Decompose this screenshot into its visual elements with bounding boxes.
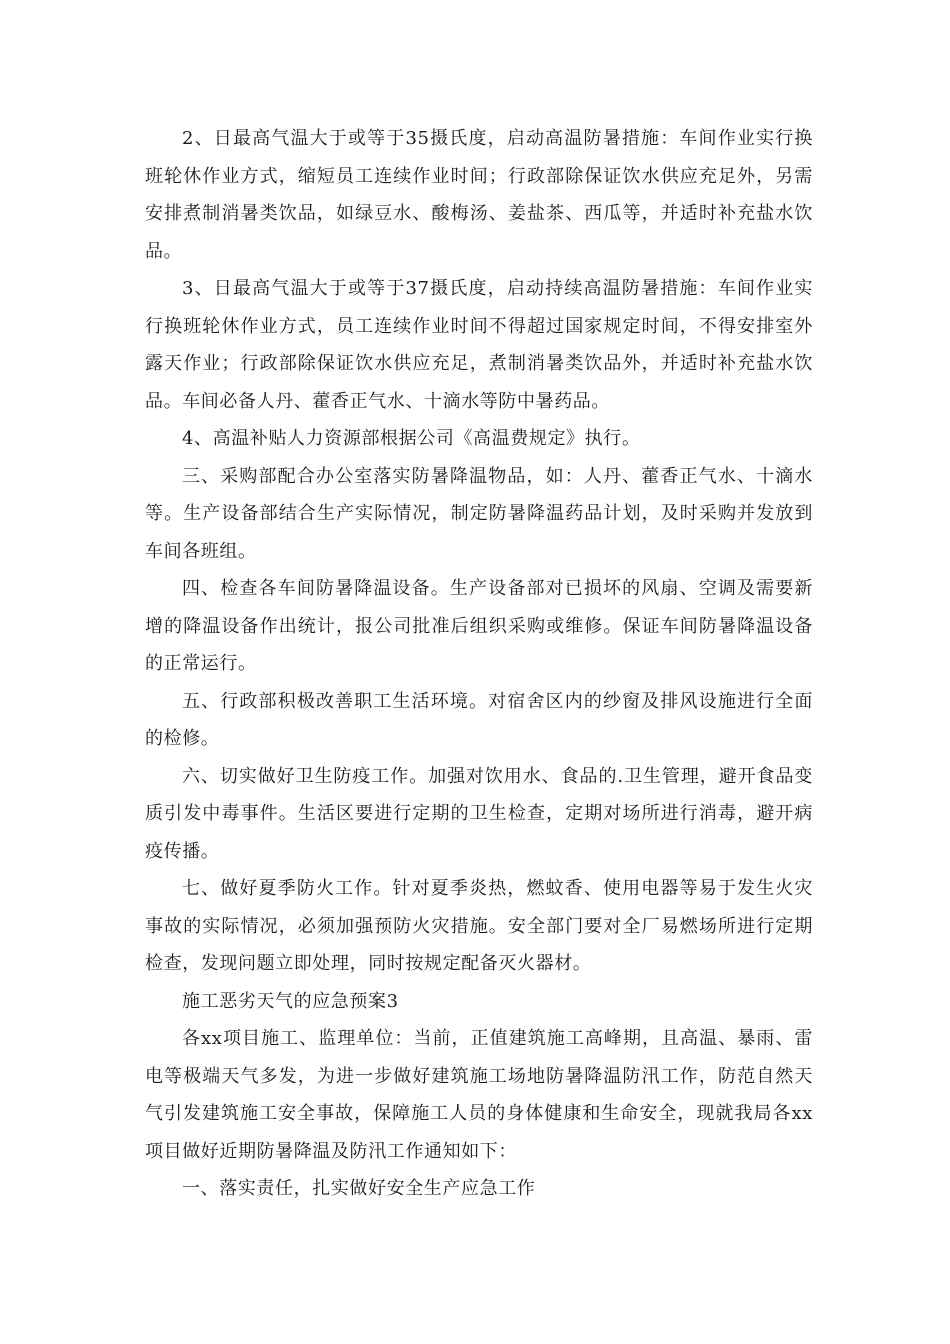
paragraph-responsibility: 一、落实责任，扎实做好安全生产应急工作 xyxy=(182,1178,536,1199)
paragraph-hygiene: 六、切实做好卫生防疫工作。加强对饮用水、食品的.卫生管理，避开食品变质引发中毒事件。生活区要进行定期的卫生检查，定期对场所进行消毒，避开病疫传播。 xyxy=(145,765,813,862)
paragraph-high-temp-subsidy: 4、高温补贴人力资源部根据公司《高温费规定》执行。 xyxy=(182,428,641,449)
paragraph-fire-prevention: 七、做好夏季防火工作。针对夏季炎热，燃蚊香、使用电器等易于发生火灾事故的实际情况，必须加强预防火灾措施。安全部门要对全厂易燃场所进行定期检查，发现问题立即处理，同时按规定配备灭火器材。 xyxy=(145,878,813,974)
paragraph-high-temp-37: 3、日最高气温大于或等于37摄氏度，启动持续高温防暑措施：车间作业实行换班轮休作业方式，员工连续作业时间不得超过国家规定时间，不得安排室外露天作业；行政部除保证饮水供应充足，煮制消暑类饮品外，并适时补充盐水饮品。车间必备人丹、藿香正气水、十滴水等防中暑药品。 xyxy=(145,278,813,412)
document-body xyxy=(145,120,813,1208)
paragraph-equipment-check: 四、检查各车间防暑降温设备。生产设备部对已损坏的风扇、空调及需要新增的降温设备作出统计，报公司批准后组织采购或维修。保证车间防暑降温设备的正常运行。 xyxy=(145,578,813,674)
section-heading: 施工恶劣天气的应急预案3 xyxy=(182,990,399,1012)
paragraph-living-environment: 五、行政部积极改善职工生活环境。对宿舍区内的纱窗及排风设施进行全面的检修。 xyxy=(145,690,813,749)
paragraph-high-temp-35: 2、日最高气温大于或等于35摄氏度，启动高温防暑措施：车间作业实行换班轮休作业方式，缩短员工连续作业时间；行政部除保证饮水供应充足外，另需安排煮制消暑类饮品，如绿豆水、酸梅汤、姜盐茶、西瓜等，并适时补充盐水饮品。 xyxy=(145,128,813,262)
paragraph-purchasing: 三、采购部配合办公室落实防暑降温物品，如：人丹、藿香正气水、十滴水等。生产设备部结合生产实际情况，制定防暑降温药品计划，及时采购并发放到车间各班组。 xyxy=(145,465,813,562)
paragraph-notice-intro: 各xx项目施工、监理单位：当前，正值建筑施工高峰期，且高温、暴雨、雷电等极端天气多发，为进一步做好建筑施工场地防暑降温防汛工作，防范自然天气引发建筑施工安全事故，保障施工人员的身体健康和生命安全，现就我局各xx项目做好近期防暑降温及防汛工作通知如下： xyxy=(145,1028,813,1162)
